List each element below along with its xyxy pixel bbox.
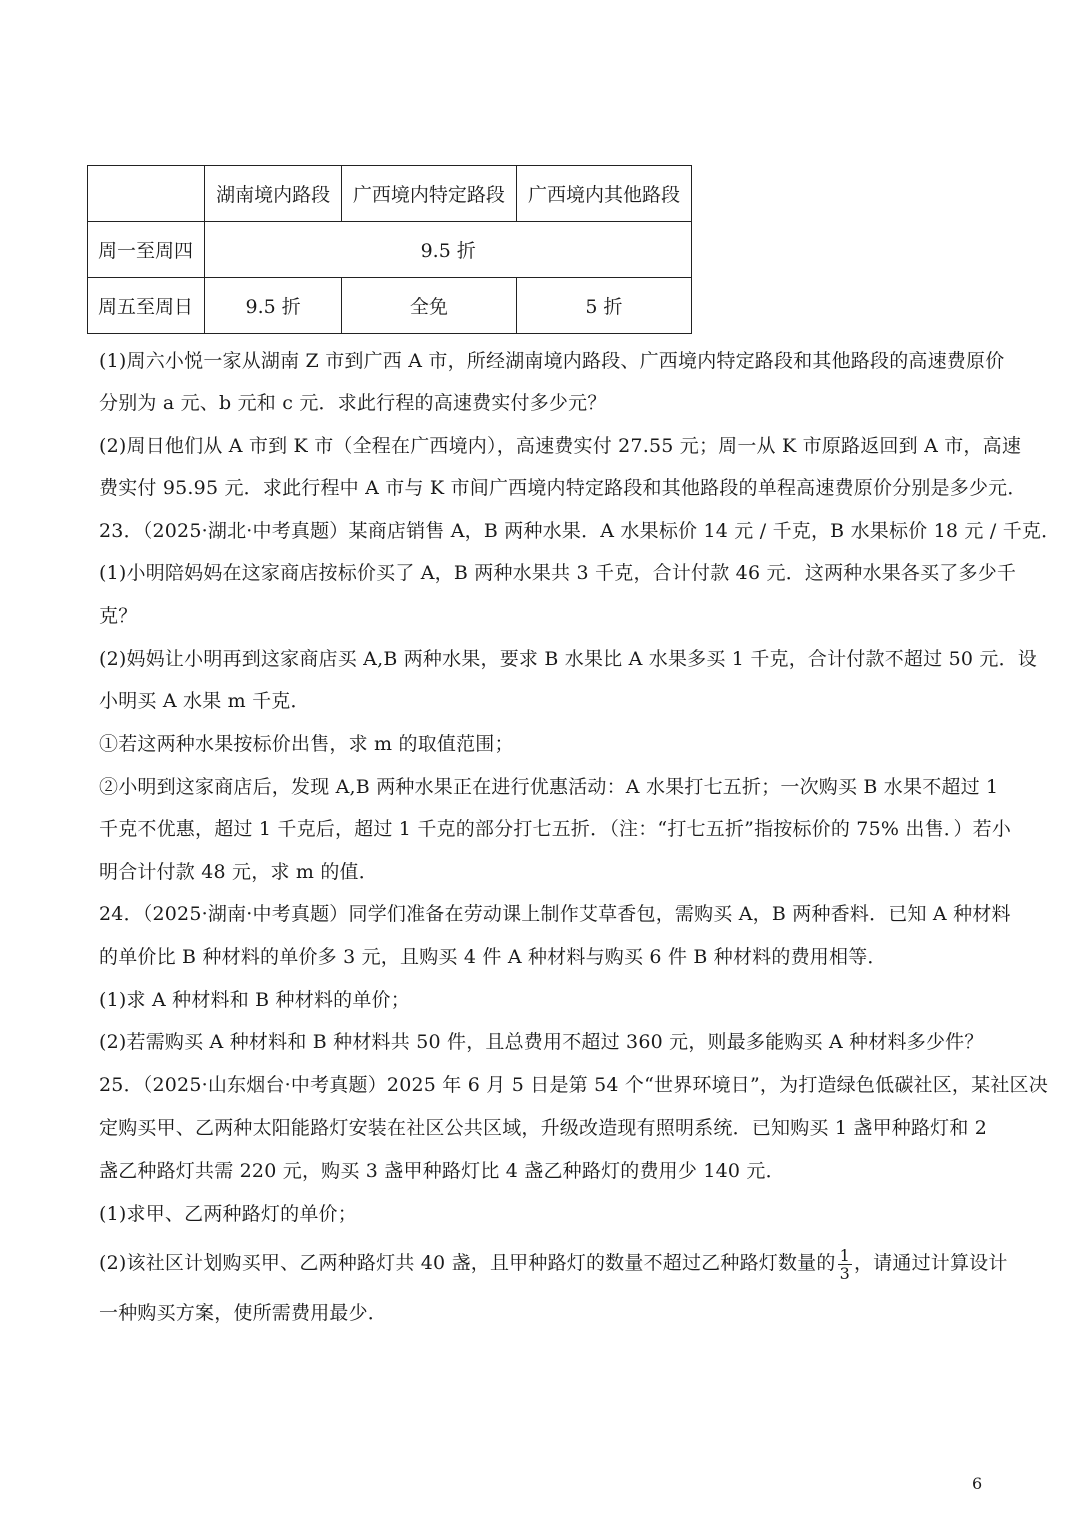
text-line: 定购买甲、乙两种太阳能路灯安装在社区公共区域，升级改造现有照明系统．已知购买 1 盏甲种路灯和 2 xyxy=(99,1117,988,1139)
cell-fri-sun-hunan: 9.5 折 xyxy=(205,278,341,334)
question-25-heading: 25．（2025·山东烟台·中考真题）2025 年 6 月 5 日是第 54 个“世界环境日”，为打造绿色低碳社区，某社区决 xyxy=(99,1074,1048,1096)
text-line: 盏乙种路灯共需 220 元，购买 3 盏甲种路灯比 4 盏乙种路灯的费用少 140 元． xyxy=(99,1160,785,1182)
text-line: (1)求甲、乙两种路灯的单价； xyxy=(99,1203,357,1225)
text-line: ②小明到这家商店后，发现 A,B 两种水果正在进行优惠活动：A 水果打七五折；一次购买 B 水果不超过 1 xyxy=(99,776,999,798)
table-row xyxy=(88,222,692,278)
row-label-mon-thu: 周一至周四 xyxy=(88,222,205,278)
text-line: (2)妈妈让小明再到这家商店买 A,B 两种水果，要求 B 水果比 A 水果多买 1 千克，合计付款不超过 50 元．设 xyxy=(99,648,1037,670)
text-line: 分别为 a 元、b 元和 c 元．求此行程的高速费实付多少元？ xyxy=(99,392,607,414)
row-label-fri-sun: 周五至周日 xyxy=(88,278,205,334)
text-line: 一种购买方案，使所需费用最少． xyxy=(99,1302,388,1324)
header-guangxi-other: 广西境内其他路段 xyxy=(516,166,691,222)
toll-discount-table xyxy=(87,165,692,334)
fraction-denominator: 3 xyxy=(839,1263,850,1283)
text-line-with-fraction xyxy=(99,1242,1008,1284)
cell-mon-thu-discount: 9.5 折 xyxy=(205,222,692,278)
table-corner-cell xyxy=(88,166,205,222)
text-after-fraction: ，请通过计算设计 xyxy=(853,1252,1008,1274)
text-line: 明合计付款 48 元，求 m 的值． xyxy=(99,861,378,883)
question-24-heading: 24．（2025·湖南·中考真题）同学们准备在劳动课上制作艾草香包，需购买 A，B 两种香料．已知 A 种材料 xyxy=(99,903,1011,925)
header-hunan: 湖南境内路段 xyxy=(205,166,341,222)
text-line: (2)若需购买 A 种材料和 B 种材料共 50 件，且总费用不超过 360 元，则最多能购买 A 种材料多少件？ xyxy=(99,1031,984,1053)
cell-fri-sun-guangxi-special: 全免 xyxy=(341,278,516,334)
text-line: 小明买 A 水果 m 千克． xyxy=(99,690,310,712)
text-line: (2)周日他们从 A 市到 K 市（全程在广西境内），高速费实付 27.55 元；周一从 K 市原路返回到 A 市，高速 xyxy=(99,435,1022,457)
text-line: (1)周六小悦一家从湖南 Z 市到广西 A 市，所经湖南境内路段、广西境内特定路段和其他路段的高速费原价 xyxy=(99,350,1005,372)
table-row xyxy=(88,278,692,334)
text-line: 的单价比 B 种材料的单价多 3 元，且购买 4 件 A 种材料与购买 6 件 B 种材料的费用相等． xyxy=(99,946,887,968)
question-23-heading: 23．（2025·湖北·中考真题）某商店销售 A，B 两种水果．A 水果标价 14 元 / 千克，B 水果标价 18 元 / 千克． xyxy=(99,520,1061,542)
text-line: 费实付 95.95 元．求此行程中 A 市与 K 市间广西境内特定路段和其他路段的单程高速费原价分别是多少元． xyxy=(99,477,1027,499)
fraction-one-third xyxy=(838,1247,852,1282)
header-guangxi-special: 广西境内特定路段 xyxy=(341,166,516,222)
text-before-fraction: (2)该社区计划购买甲、乙两种路灯共 40 盏，且甲种路灯的数量不超过乙种路灯数量的 xyxy=(99,1252,836,1274)
text-line: (1)小明陪妈妈在这家商店按标价买了 A，B 两种水果共 3 千克，合计付款 46 元．这两种水果各买了多少千 xyxy=(99,562,1017,584)
text-line: 千克不优惠，超过 1 千克后，超过 1 千克的部分打七五折．（注：“打七五折”指按标价的 75% 出售．）若小 xyxy=(99,818,1012,840)
text-line: (1)求 A 种材料和 B 种材料的单价； xyxy=(99,989,410,1011)
cell-fri-sun-guangxi-other: 5 折 xyxy=(516,278,691,334)
table-header-row xyxy=(88,166,692,222)
page-number: 6 xyxy=(972,1474,983,1493)
text-line: ①若这两种水果按标价出售，求 m 的取值范围； xyxy=(99,733,514,755)
fraction-numerator: 1 xyxy=(839,1245,850,1265)
text-line: 克？ xyxy=(99,605,138,627)
